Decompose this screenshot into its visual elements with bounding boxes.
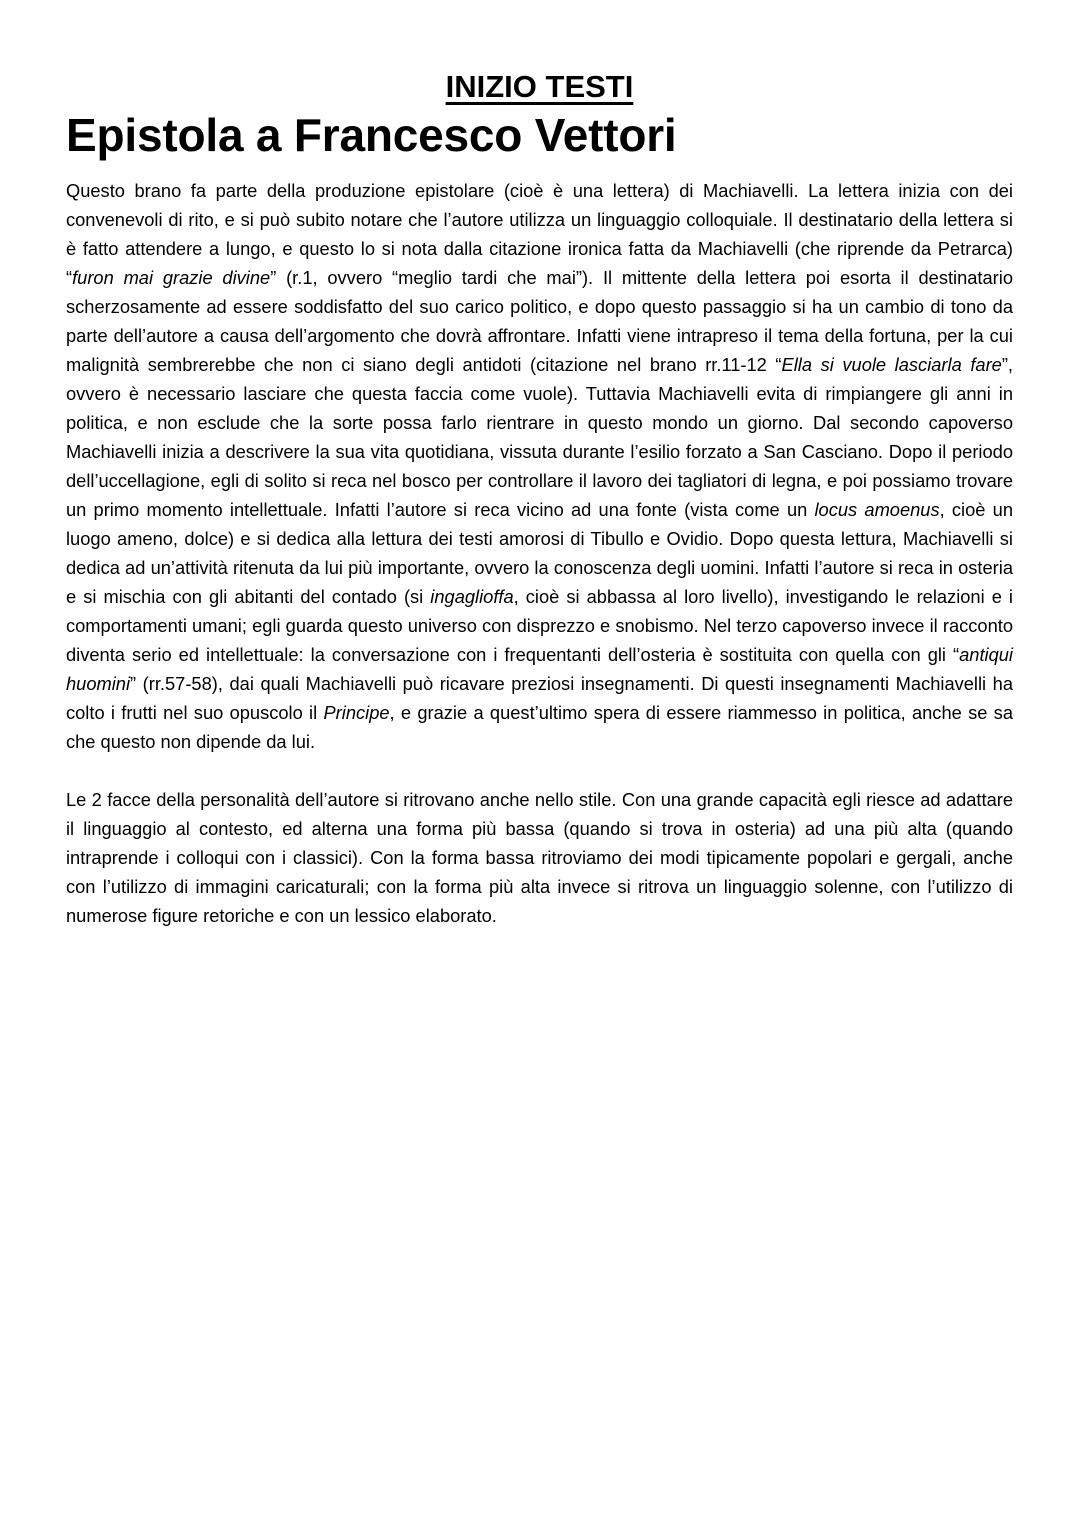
paragraph: Le 2 facce della personalità dell’autore si ritrovano anche nello stile. Con una grande capacità egli riesce ad adattare il linguaggio al contesto, ed alterna una forma più bassa (quando si trova in osteria) ad una più alta (quando intraprende i colloqui con i classici). Con la forma bassa ritroviamo dei modi tipicamente popolari e gergali, anche con l’utilizzo di immagini caricaturali; con la forma più alta invece si ritrova un linguaggio solenne, con l’utilizzo di numerose figure retoriche e con un lessico elaborato. — [66, 789, 1013, 926]
document-page — [66, 66, 1013, 930]
italic-quote: ingaglioffa — [430, 586, 514, 607]
italic-quote: furon mai grazie divine — [72, 267, 271, 288]
section-label: INIZIO TESTI — [445, 69, 634, 104]
italic-quote: Principe — [323, 702, 390, 723]
paragraph: Questo brano fa parte della produzione epistolare (cioè è una lettera) di Machiavelli. La lettera inizia con dei convenevoli di rito, e si può subito notare che l’autore utilizza un linguaggio colloquiale. Il destinatario della lettera si è fatto attendere a lungo, e questo lo si nota dalla citazione ironica fatta da Machiavelli (che riprende da Petrarca) “furon mai grazie divine” (r.1, ovvero “meglio tardi che mai”). Il mittente della lettera poi esorta il destinatario scherzosamente ad essere soddisfatto del suo carico politico, e dopo questo passaggio si ha un cambio di tono da parte dell’autore a causa dell’argomento che dovrà affrontare. Infatti viene intrapreso il tema della fortuna, per la cui malignità sembrerebbe che non ci siano degli antidoti (citazione nel brano rr.11-12 “Ella si vuole lasciarla fare”, ovvero è necessario lasciare che questa faccia come vuole). Tuttavia Machiavelli evita di rimpiangere gli anni in politica, e non esclude che la sorte possa farlo rientrare in questo mondo un giorno. Dal secondo capoverso Machiavelli inizia a descrivere la sua vita quotidiana, vissuta durante l’esilio forzato a San Casciano. Dopo il periodo dell’uccellagione, egli di solito si reca nel bosco per controllare il lavoro dei tagliatori di legna, e poi possiamo trovare un primo momento intellettuale. Infatti l’autore si reca vicino ad una fonte (vista come un locus amoenus, cioè un luogo ameno, dolce) e si dedica alla lettura dei testi amorosi di Tibullo e Ovidio. Dopo questa lettura, Machiavelli si dedica ad un’attività ritenuta da lui più importante, ovvero la conoscenza degli uomini. Infatti l’autore si reca in osteria e si mischia con gli abitanti del contado (si ingaglioffa, cioè si abbassa al loro livello), investigando le relazioni e i comportamenti umani; egli guarda questo universo con disprezzo e snobismo. Nel terzo capoverso invece il racconto diventa serio ed intellettuale: la conversazione con i frequentanti dell’osteria è sostituita con quella con gli “antiqui huomini” (rr.57-58), dai quali Machiavelli può ricavare preziosi insegnamenti. Di questi insegnamenti Machiavelli ha colto i frutti nel suo opuscolo il Principe, e grazie a quest’ultimo spera di essere riammesso in politica, anche se sa che questo non dipende da lui. — [66, 180, 1014, 752]
italic-quote: locus amoenus — [814, 499, 940, 520]
body-text — [66, 176, 1013, 930]
italic-quote: antiqui huomini — [66, 644, 1013, 694]
italic-quote: Ella si vuole lasciarla fare — [781, 354, 1002, 375]
page-title: Epistola a Francesco Vettori — [66, 109, 677, 161]
